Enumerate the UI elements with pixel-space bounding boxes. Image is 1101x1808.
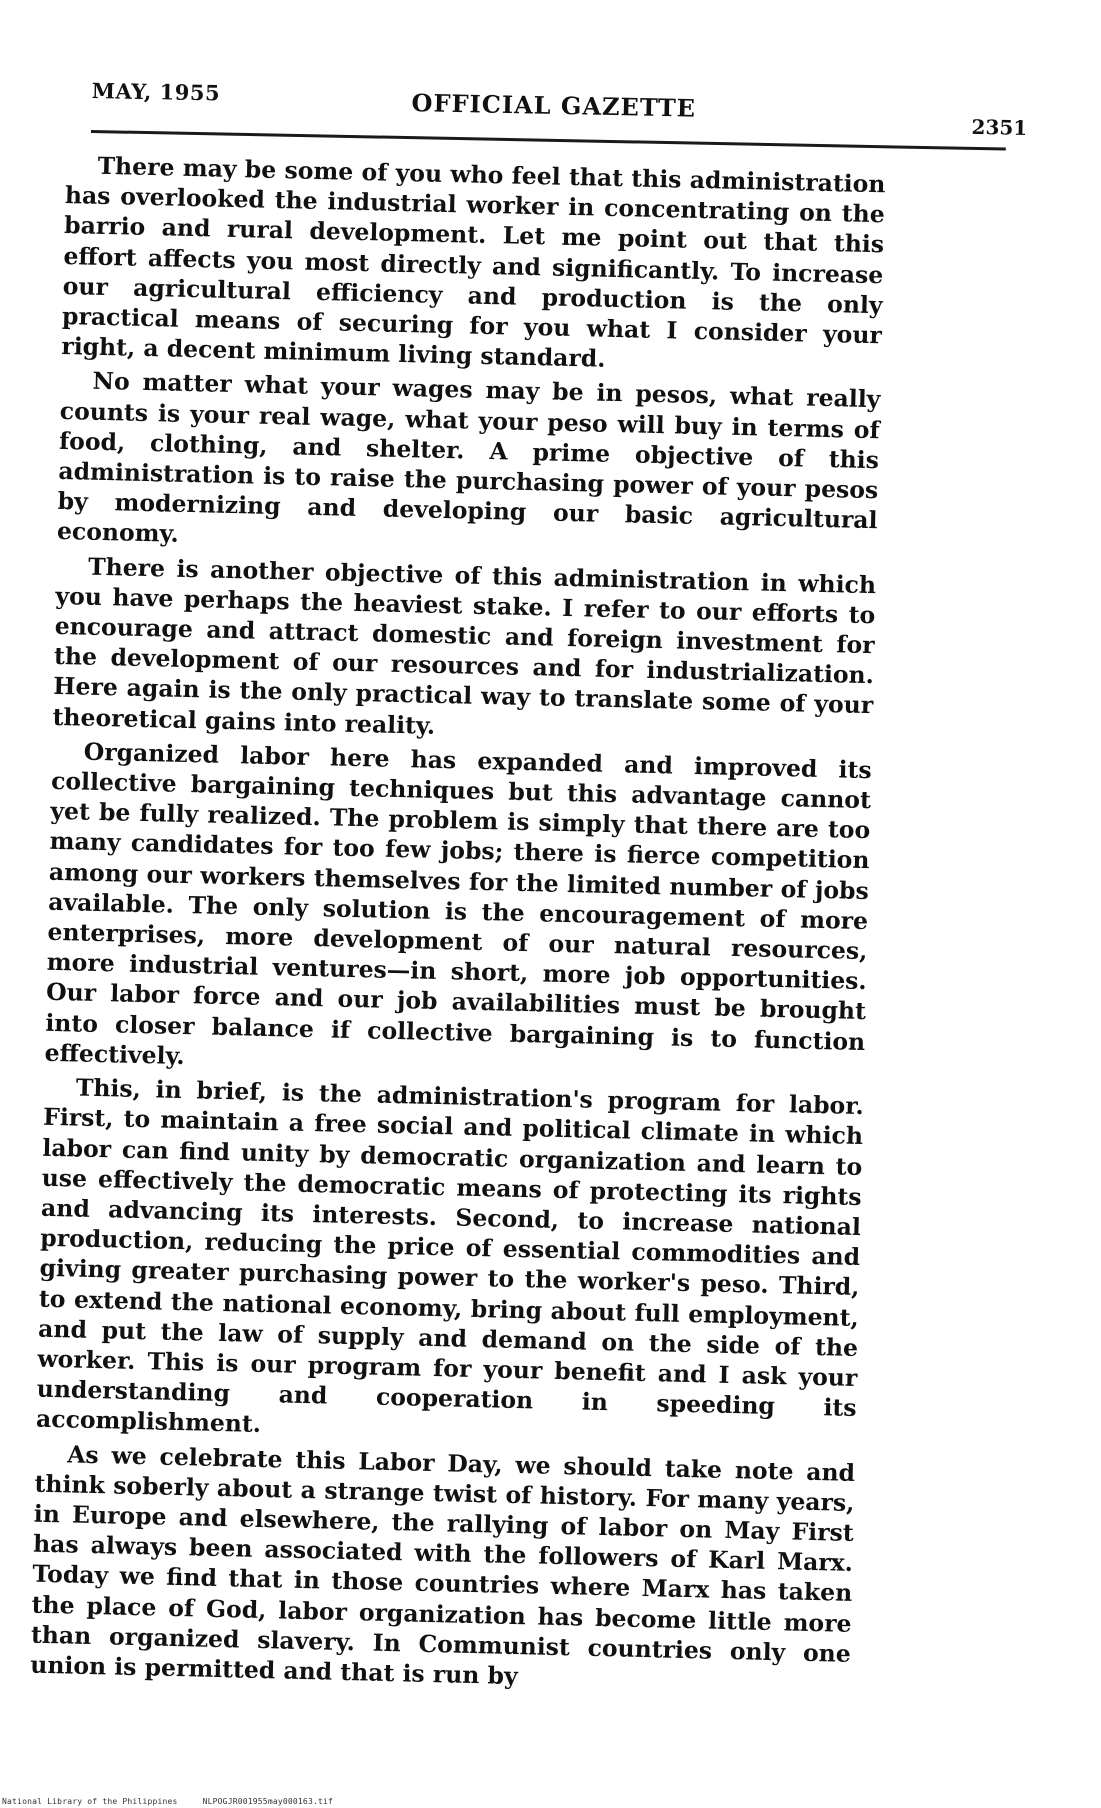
article-body — [30, 150, 886, 1703]
issue-date: MAY, 1955 — [91, 78, 221, 106]
library-credit: National Library of the Philippines — [2, 1797, 178, 1806]
header-rule — [91, 130, 1006, 151]
paragraph: No matter what your wages may be in pesos, what really counts is your real wage, what your peso will buy in terms of food, clothing, and shelter. A prime objective of this administration is to raise the purchasing power of your pesos by modernizing and developing our basic agricultural economy. — [56, 367, 881, 549]
paragraph: As we celebrate this Labor Day, we should take note and think soberly about a strange twist of history. For many years, in Europe and elsewhere, the rallying of labor on May First has always been associated with the followers of Karl Marx. Today we find that in those countries where Marx has taken the place of God, labor organization has become little more than organized slavery. In Communist countries only one union is permitted and that is run by — [29, 1439, 856, 1691]
paragraph: This, in brief, is the administration's program for labor. First, to maintain a free social and political climate in which labor can find unity by democratic organization and learn to use effectively the democratic means of protecting its rights and advancing its interests. Second, to increase national production, reducing the price of essential commodities and giving greater purchasing power to the worker's peso. Third, to extend the national economy, bring about full employment, and put the law of supply and demand on the side of the worker. This is our program for your benefit and I ask your understanding and cooperation in speeding its accomplishment. — [35, 1073, 865, 1439]
page-header — [91, 78, 1028, 156]
scan-footer — [2, 1797, 353, 1806]
scan-filename: NLPOGJR001955may000163.tif — [202, 1797, 334, 1806]
paragraph: Organized labor here has expanded and improved its collective bargaining techniques but this advantage cannot yet be fully realized. The problem is simply that there are too many candidates for too few jobs; there is fierce competition among our workers themselves for the limited number of jobs available. The only solution is the encouragement of more enterprises, more development of our natural resources, more industrial ventures—in short, more job opportunities. Our labor force and our job availabilities must be brought into closer balance if collective bargaining is to function effectively. — [44, 737, 872, 1070]
page-number: 2351 — [971, 114, 1028, 140]
paragraph: There is another objective of this administration in which you have perhaps the heaviest stake. I refer to our efforts to encourage and attract domestic and foreign investment for the development of our resources and for industrialization. Here again is the only practical way to translate some of your theoretical gains into reality. — [52, 552, 877, 740]
publication-title: OFFICIAL GAZETTE — [411, 88, 697, 123]
paragraph: There may be some of you who feel that this administration has overlooked the industrial worker in concentrating on the barrio and rural development. Let me point out that this effort affects you most directly and significantly. To increase our agricultural efficiency and production is the only practical means of securing for you what I consider your right, a decent minimum living standard. — [61, 151, 886, 373]
